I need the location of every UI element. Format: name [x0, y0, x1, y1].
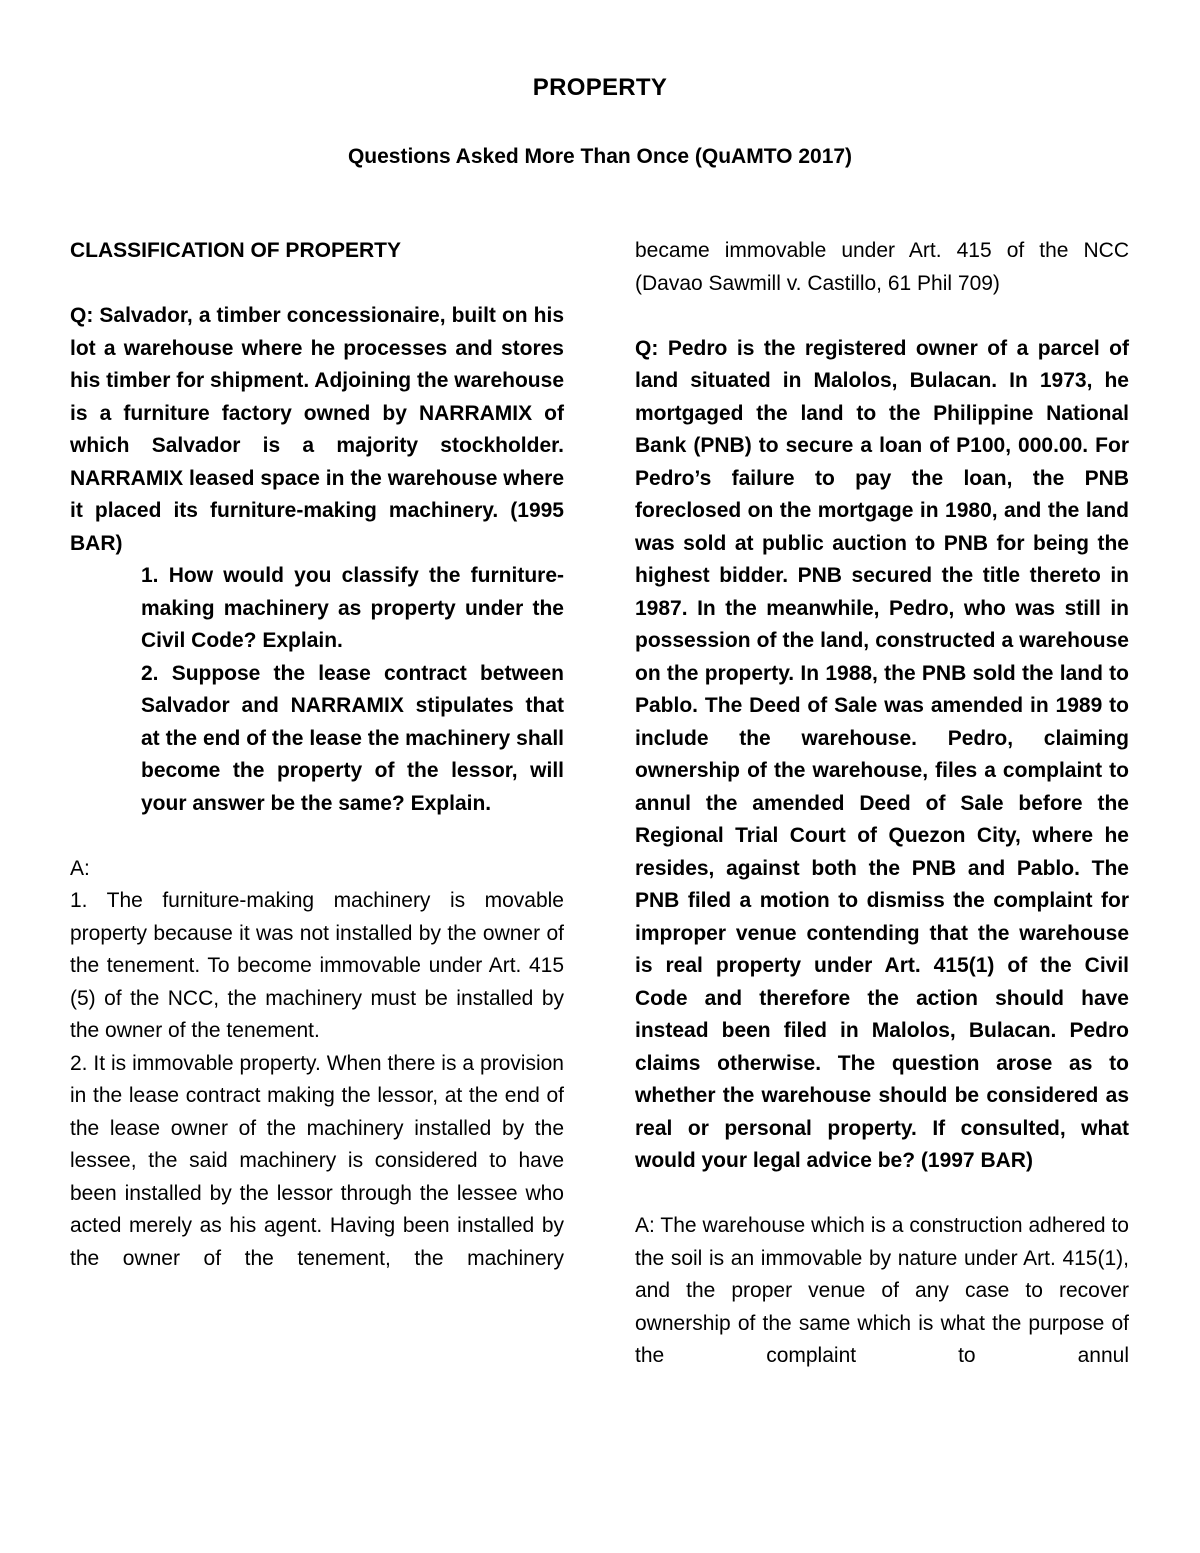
answer-2: A: The warehouse which is a construction adhered to the soil is an immovable by nature under Art. 415(1), and the proper venue of any case to recover ownership of the same which is what the purpose of the complaint to annul [635, 1214, 1129, 1367]
answer-1-label: A: [70, 856, 90, 880]
answer-1-part-1: 1. The furniture-making machinery is movable property because it was not installed by the owner of the tenement. To become immovable under Art. 415 (5) of the NCC, the machinery must be installed by the owner of the tenement. [70, 889, 564, 1042]
question-1: Q: Salvador, a timber concessionaire, built on his lot a warehouse where he processes and stores his timber for shipment. Adjoining the warehouse is a furniture factory owned by NARRAMIX of which Salvador is a majority stockholder. NARRAMIX leased space in the warehouse where it placed its furniture-making machinery. (1995 BAR) [70, 304, 564, 555]
page-title: PROPERTY [532, 74, 668, 101]
section-heading: CLASSIFICATION OF PROPERTY [70, 239, 401, 262]
question-2: Q: Pedro is the registered owner of a parcel of land situated in Malolos, Bulacan. In 1973, he mortgaged the land to the Philippine National Bank (PNB) to secure a loan of P100, 000.00. For Pedro’s failure to pay the loan, the PNB foreclosed on the mortgage in 1980, and the land was sold at public auction to PNB for being the highest bidder. PNB secured the title thereto in 1987. In the meanwhile, Pedro, who was still in possession of the land, constructed a warehouse on the property. In 1988, the PNB sold the land to Pablo. The Deed of Sale was amended in 1989 to include the warehouse. Pedro, claiming ownership of the warehouse, files a complaint to annul the amended Deed of Sale before the Regional Trial Court of Quezon City, where he resides, against both the PNB and Pablo. The PNB filed a motion to dismiss the complaint for improper venue contending that the warehouse is real property under Art. 415(1) of the Civil Code and therefore the action should have instead been filed in Malolos, Bulacan. Pedro claims otherwise. The question arose as to whether the warehouse should be considered as real or personal property. If consulted, what would your legal advice be? (1997 BAR) [635, 336, 1129, 1172]
page-subtitle: Questions Asked More Than Once (QuAMTO 2017) [347, 145, 853, 168]
question-1-item-2: 2. Suppose the lease contract between Salvador and NARRAMIX stipulates that at the end of the lease the machinery shall become the property of the lessor, will your answer be the same? Explain. [141, 661, 564, 815]
left-column [70, 235, 564, 1275]
answer-1-part-2: 2. It is immovable property. When there is a provision in the lease contract making the lessor, at the end of the lease owner of the machinery installed by the lessee, the said machinery is considered to have been installed by the lessor through the lessee who acted merely as his agent. Having been installed by the owner of the tenement, the machinery [70, 1051, 564, 1270]
answer-1-continuation: became immovable under Art. 415 of the NCC (Davao Sawmill v. Castillo, 61 Phil 709) [635, 239, 1129, 295]
question-1-item-1: 1. How would you classify the furniture-making machinery as property under the Civil Code? Explain. [141, 564, 564, 652]
right-column [635, 235, 1129, 1373]
